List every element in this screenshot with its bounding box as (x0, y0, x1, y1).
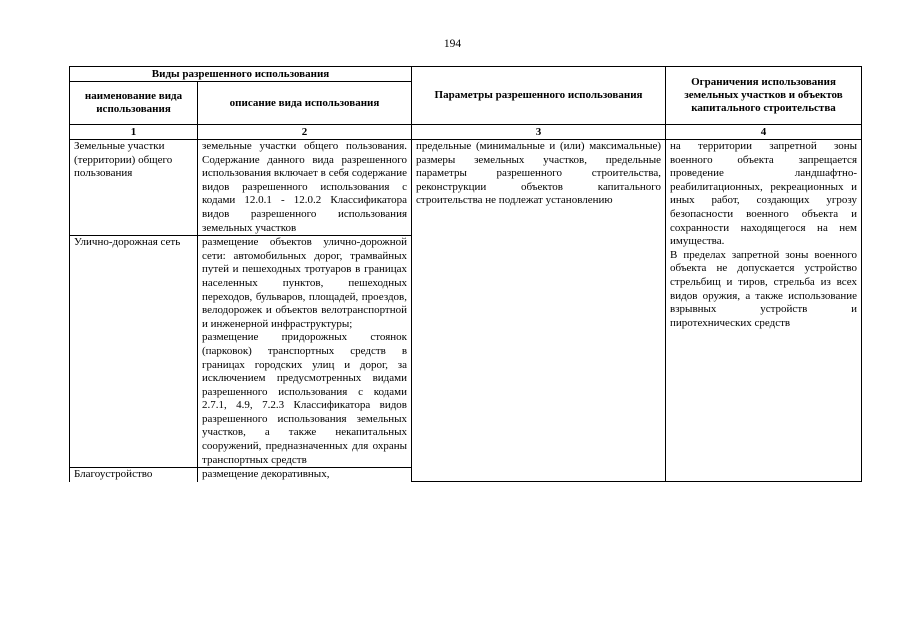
column-number-1: 1 (70, 125, 198, 140)
header-group-title: Виды разрешенного использования (70, 67, 412, 82)
header-parameters: Параметры разрешенного использования (412, 67, 666, 125)
row-description: размещение объектов улично-дорожной сети: автомобильных дорог, трамвайных путей и пешеходных тротуаров в границах населенных пунктов, пешеходных переходов, бульваров, площадей, проездов, велодорожек и объектов велотранспортной и инженерной инфраструктуры; размещение придорожных стоянок (парковок) транспортных средств в границах городских улиц и дорог, за исключением предусмотренных видами разрешенного использования с кодами 2.7.1, 4.9, 7.2.3 Классификатора видов разрешенного использования земельных участков, а также некапитальных сооружений, предназначенных для охраны транспортных средств (198, 236, 412, 468)
column-number-3: 3 (412, 125, 666, 140)
parameters-cell: предельные (минимальные и (или) максимальные) размеры земельных участков, предельные параметры разрешенного строительства, реконструкции объектов капитального строительства не подлежат установлению (412, 140, 666, 482)
table-row (70, 140, 862, 236)
row-name: Улично-дорожная сеть (70, 236, 198, 468)
row-name: Благоустройство (70, 468, 198, 482)
header-description: описание вида использования (198, 82, 412, 125)
row-description: земельные участки общего пользования. Содержание данного вида разрешенного использования включает в себя содержание видов разрешенного использования с кодами 12.0.1 - 12.0.2 Классификатора видов разрешенного использования земельных участков (198, 140, 412, 236)
page-number: 194 (443, 38, 462, 50)
column-number-4: 4 (666, 125, 862, 140)
land-use-table (69, 66, 862, 482)
header-row-1 (70, 67, 862, 82)
header-restrictions: Ограничения использования земельных участков и объектов капитального строительства (666, 67, 862, 125)
row-description: размещение декоративных, (198, 468, 412, 482)
column-number-row (70, 125, 862, 140)
row-name: Земельные участки (территории) общего пользования (70, 140, 198, 236)
header-name: наименование вида использования (70, 82, 198, 125)
column-number-2: 2 (198, 125, 412, 140)
restrictions-cell: на территории запретной зоны военного объекта запрещается проведение ландшафтно-реабилитационных, рекреационных и иных работ, создающих угрозу безопасности военного объекта и сохранности находящегося на нем имущества. В пределах запретной зоны военного объекта не допускается устройство стрельбищ и тиров, стрельба из всех видов оружия, а также использование взрывных устройств и пиротехнических средств (666, 140, 862, 482)
